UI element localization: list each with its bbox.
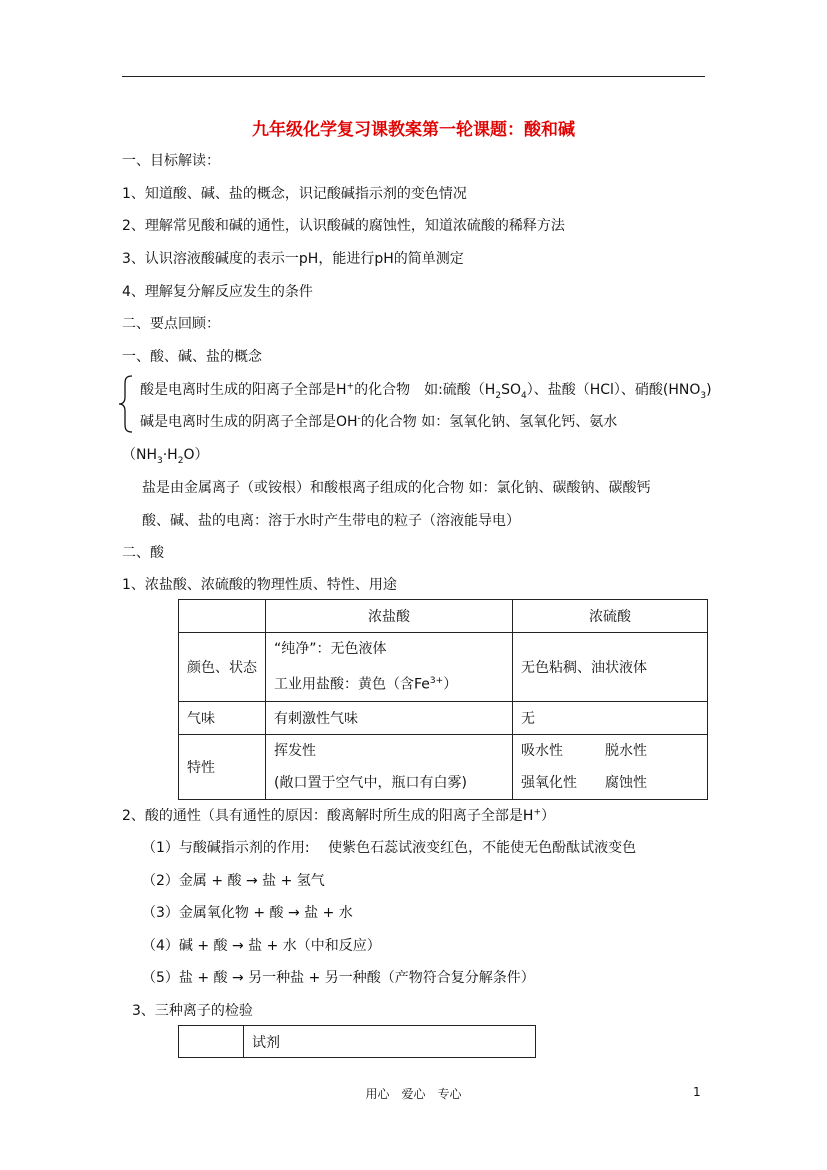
table-header-row	[179, 1026, 536, 1058]
acid-heading: 二、酸	[122, 545, 164, 561]
acid-properties-table	[178, 599, 708, 800]
table-row	[179, 734, 708, 799]
ion-test-heading: 3、三种离子的检验	[132, 1003, 253, 1019]
table-header-h2so4: 浓硫酸	[513, 600, 708, 633]
base-definition: 碱是电离时生成的阴离子全部是OH-的化合物 如：氢氧化钠、氢氧化钙、氨水	[140, 413, 618, 430]
color-state-hcl: “纯净”：无色液体 工业用盐酸：黄色（含$Fe^{3+}$）	[266, 633, 513, 702]
table-header-empty	[179, 600, 266, 633]
trait-h2so4: 吸水性 脱水性 强氧化性 腐蚀性	[513, 734, 708, 799]
table-row	[179, 633, 708, 702]
acid-item-2: 2、酸的通性（具有通性的原因：酸离解时所生成的阳离子全部是H+）	[122, 807, 555, 824]
color-state-h2so4: 无色粘稠、油状液体	[513, 633, 708, 702]
page-footer: 用心 爱心 专心	[365, 1087, 462, 1101]
page-number: 1	[693, 1085, 701, 1099]
property-2: （2）金属 + 酸 → 盐 + 氢气	[142, 873, 325, 889]
goal-4: 4、理解复分解反应发生的条件	[122, 284, 313, 300]
salt-definition: 盐是由金属离子（或铵根）和酸根离子组成的化合物 如：氯化钠、碳酸钠、碳酸钙	[142, 480, 651, 496]
document-title: 九年级化学复习课教案第一轮课题：酸和碱	[252, 120, 575, 140]
color-state-label: 颜色、状态	[179, 633, 266, 702]
property-5: （5）盐 + 酸 → 另一种盐 + 另一种酸（产物符合复分解条件）	[142, 970, 535, 986]
table-row	[179, 701, 708, 734]
smell-label: 气味	[179, 701, 266, 734]
table-header-hcl: 浓盐酸	[266, 600, 513, 633]
property-4: （4）碱 + 酸 → 盐 + 水（中和反应）	[142, 938, 381, 954]
trait-hcl: 挥发性 (敞口置于空气中，瓶口有白雾)	[266, 734, 513, 799]
goal-2: 2、理解常见酸和碱的通性，认识酸碱的腐蚀性，知道浓硫酸的稀释方法	[122, 218, 565, 234]
goal-3: 3、认识溶液酸碱度的表示一pH，能进行pH的简单测定	[122, 251, 464, 267]
property-3: （3）金属氧化物 + 酸 → 盐 + 水	[142, 905, 353, 921]
header-rule	[122, 76, 705, 77]
goal-1: 1、知道酸、碱、盐的概念，识记酸碱指示剂的变色情况	[122, 186, 467, 202]
goals-heading: 一、目标解读：	[122, 153, 220, 169]
smell-hcl: 有刺激性气味	[266, 701, 513, 734]
ion-table-header-reagent: 试剂	[244, 1026, 536, 1058]
table-header-row	[179, 600, 708, 633]
acid-item-1: 1、浓盐酸、浓硫酸的物理性质、特性、用途	[122, 577, 397, 593]
ionization-definition: 酸、碱、盐的电离：溶于水时产生带电的粒子（溶液能导电）	[142, 513, 520, 529]
ion-table-header-empty	[179, 1026, 244, 1058]
acid-definition: 酸是电离时生成的阳离子全部是H+的化合物 如:硫酸$(H_2SO_4)$、盐酸（HCl）、硝酸$(HNO_3)$	[140, 381, 712, 401]
review-heading: 二、要点回顾：	[122, 316, 220, 332]
trait-label: 特性	[179, 734, 266, 799]
smell-h2so4: 无	[513, 701, 708, 734]
property-1: （1）与酸碱指示剂的作用: 使紫色石蕊试液变红色，不能使无色酚酞试液变色	[142, 840, 637, 856]
left-brace-icon	[118, 375, 134, 433]
base-definition-cont: $(NH_3\cdot H_2O)$	[122, 447, 209, 466]
concept-heading: 一、酸、碱、盐的概念	[122, 349, 262, 365]
ion-test-table	[178, 1025, 536, 1058]
